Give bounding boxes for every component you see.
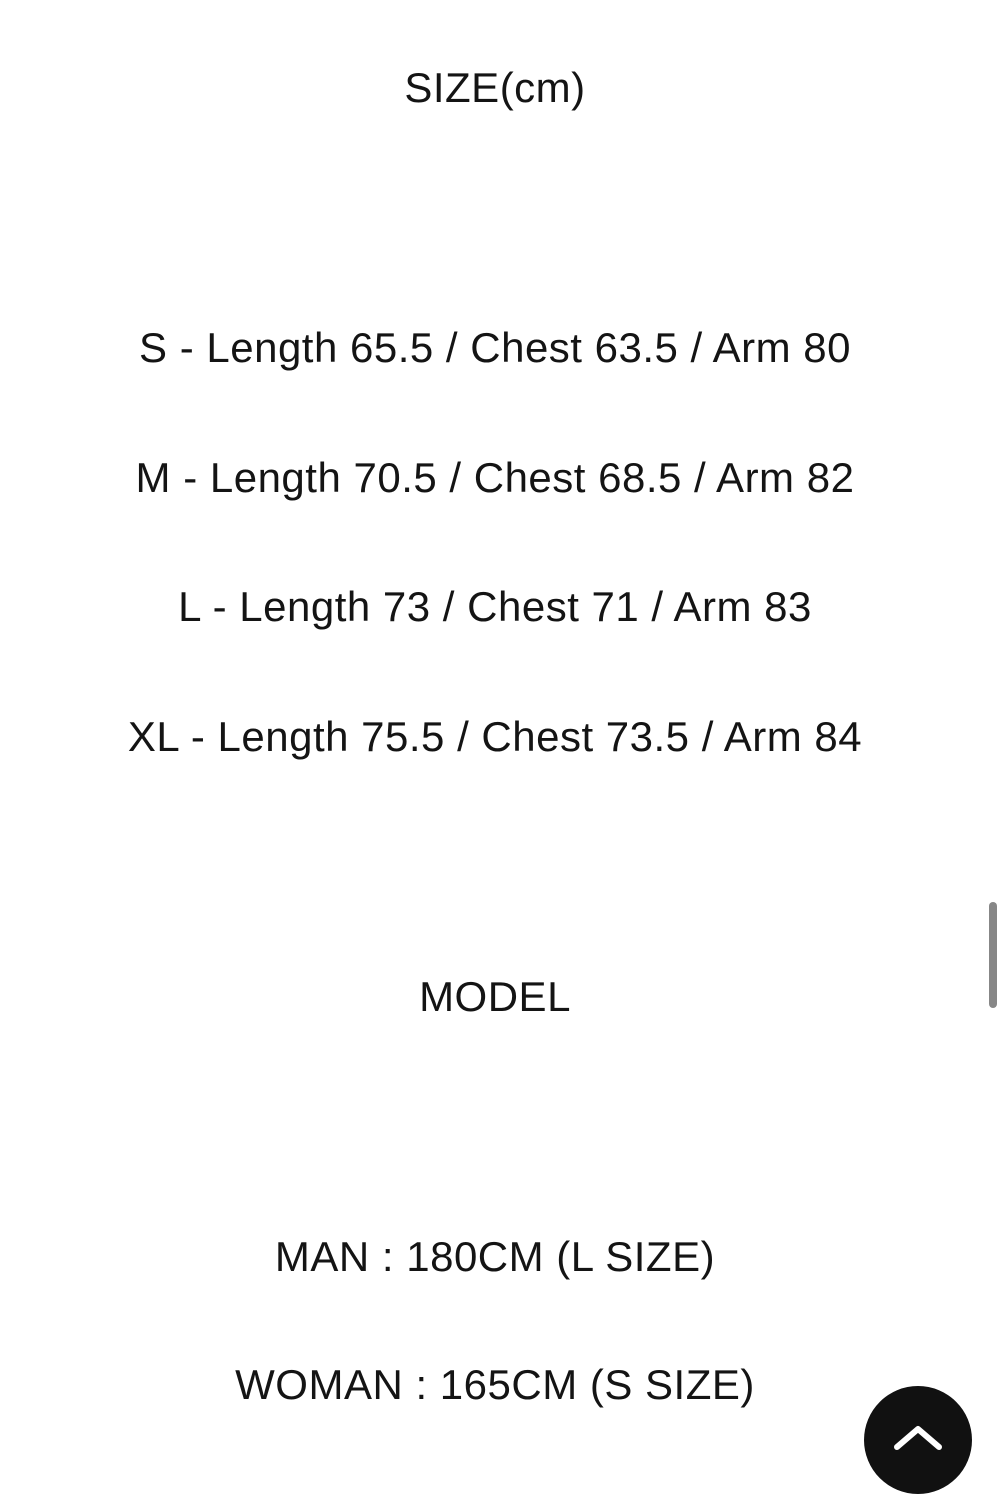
model-woman-line: WOMAN : 165CM (S SIZE)	[235, 1361, 755, 1408]
size-line-l: L - Length 73 / Chest 71 / Arm 83	[178, 583, 812, 630]
size-section-title: SIZE(cm)	[404, 64, 586, 111]
model-section-title: MODEL	[419, 973, 571, 1020]
scrollbar-thumb[interactable]	[989, 902, 997, 1008]
size-line-s: S - Length 65.5 / Chest 63.5 / Arm 80	[139, 324, 851, 371]
chevron-up-icon	[893, 1427, 943, 1453]
size-line-xl: XL - Length 75.5 / Chest 73.5 / Arm 84	[127, 713, 863, 760]
model-man-line: MAN : 180CM (L SIZE)	[274, 1233, 716, 1280]
size-line-m: M - Length 70.5 / Chest 68.5 / Arm 82	[135, 454, 855, 501]
scroll-to-top-button[interactable]	[864, 1386, 972, 1494]
